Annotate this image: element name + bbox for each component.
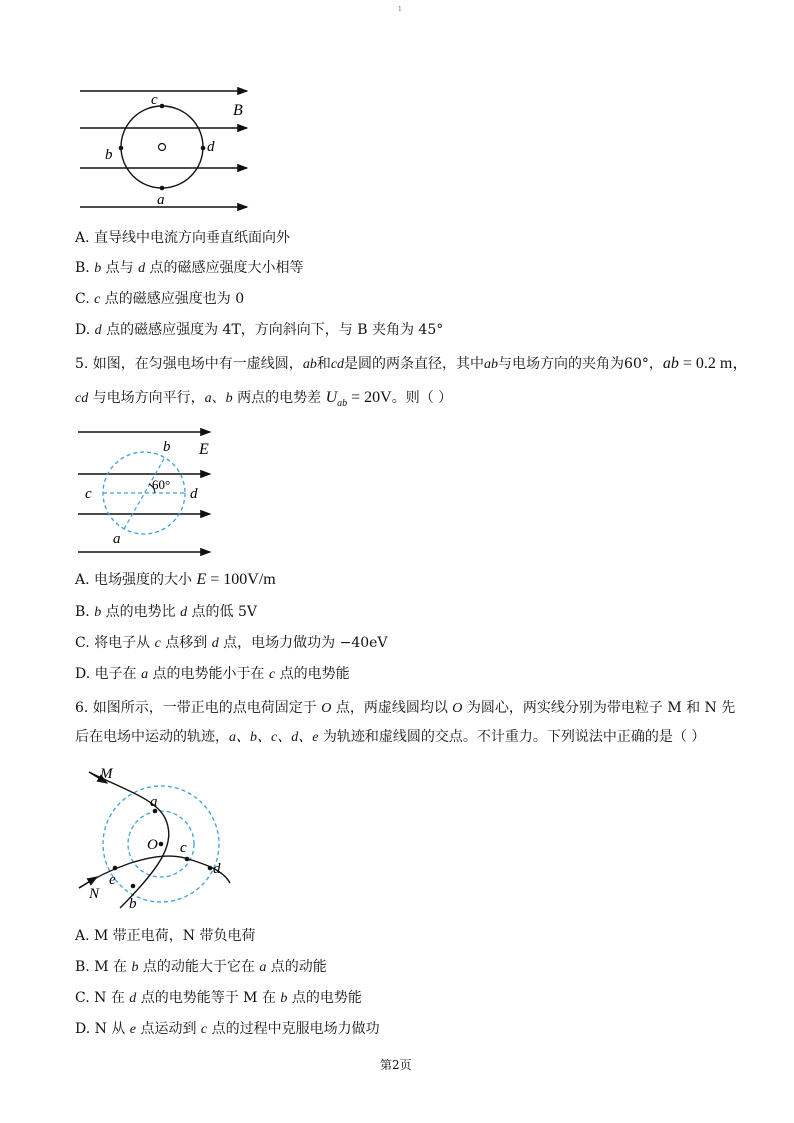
q6-option-b: B. M 在 b 点的动能大于它在 a 点的动能 xyxy=(75,959,327,975)
q5-option-d: D. 电子在 a 点的电势能小于在 c 点的电势能 xyxy=(75,666,350,682)
label-b: b xyxy=(105,147,113,163)
wire-center xyxy=(159,144,166,151)
point-c xyxy=(185,857,190,862)
figure-magnetic-field xyxy=(75,85,265,215)
label-d: d xyxy=(207,139,215,155)
trajectory-N xyxy=(79,856,230,888)
q5-stem-line-2: cd 与电场方向平行，a、b 两点的电势差 $U_{ab} = 20V$。则（ ） xyxy=(75,389,453,410)
figure-trajectories xyxy=(75,758,240,913)
q6-option-c: C. N 在 d 点的电势能等于 M 在 b 点的电势能 xyxy=(75,990,362,1006)
q4-option-b: B. b 点与 d 点的磁感应强度大小相等 xyxy=(75,260,304,276)
charge-O xyxy=(159,842,164,847)
q4-option-d: D. d 点的磁感应强度为 4T，方向斜向下，与 B 夹角为 45° xyxy=(75,322,444,338)
q4-option-a: A. 直导线中电流方向垂直纸面向外 xyxy=(75,230,291,246)
page-number: 第2页 xyxy=(380,1058,412,1072)
label-c: c xyxy=(85,486,92,502)
label-a: a xyxy=(113,531,121,547)
label-O: O xyxy=(147,837,158,853)
q5-option-b: B. b 点的电势比 d 点的低 5V xyxy=(75,604,258,620)
point-c xyxy=(160,104,165,109)
label-E: E xyxy=(199,441,209,458)
point-d xyxy=(208,866,213,871)
label-b: b xyxy=(163,439,171,455)
label-a: a xyxy=(150,794,158,810)
label-angle: 60° xyxy=(152,477,171,492)
diameter-ab xyxy=(124,457,165,529)
label-d: d xyxy=(213,861,221,877)
q6-option-d: D. N 从 e 点运动到 c 点的过程中克服电场力做功 xyxy=(75,1021,380,1037)
q6-option-a: A. M 带正电荷，N 带负电荷 xyxy=(75,928,256,944)
q6-stem-line-2: 后在电场中运动的轨迹，a、b、c、d、e 为轨迹和虚线圆的交点。不计重力。下列说法中正确的是（ ） xyxy=(75,729,706,745)
q5-option-a: A. 电场强度的大小 E = 100V/m xyxy=(75,571,276,588)
label-N: N xyxy=(89,886,100,902)
figure-electric-field xyxy=(75,425,225,560)
label-a: a xyxy=(157,192,165,208)
point-b xyxy=(131,884,136,889)
q4-option-c: C. c 点的磁感应强度也为 0 xyxy=(75,291,245,307)
point-b xyxy=(119,146,124,151)
label-b: b xyxy=(129,896,137,912)
dashed-circle xyxy=(103,452,185,534)
label-c: c xyxy=(180,840,187,856)
point-e xyxy=(113,866,118,871)
label-M: M xyxy=(100,766,113,782)
header-mark: 1 xyxy=(398,6,402,13)
point-d xyxy=(201,146,206,151)
q5-option-c: C. 将电子从 c 点移到 d 点，电场力做功为 −40eV xyxy=(75,635,388,651)
label-B: B xyxy=(233,102,243,119)
label-e: e xyxy=(109,872,116,888)
point-a xyxy=(160,186,165,191)
q6-stem-line-1: 6. 如图所示，一带正电的点电荷固定于 O 点，两虚线圆均以 O 为圆心，两实线分别为带电粒子 M 和 N 先 xyxy=(75,700,736,716)
q5-stem-line-1: 5. 如图，在匀强电场中有一虚线圆，ab和cd是圆的两条直径，其中ab与电场方向的夹角为60°，ab = 0.2 m， xyxy=(75,355,749,372)
label-d: d xyxy=(190,486,198,502)
label-c: c xyxy=(151,92,158,108)
